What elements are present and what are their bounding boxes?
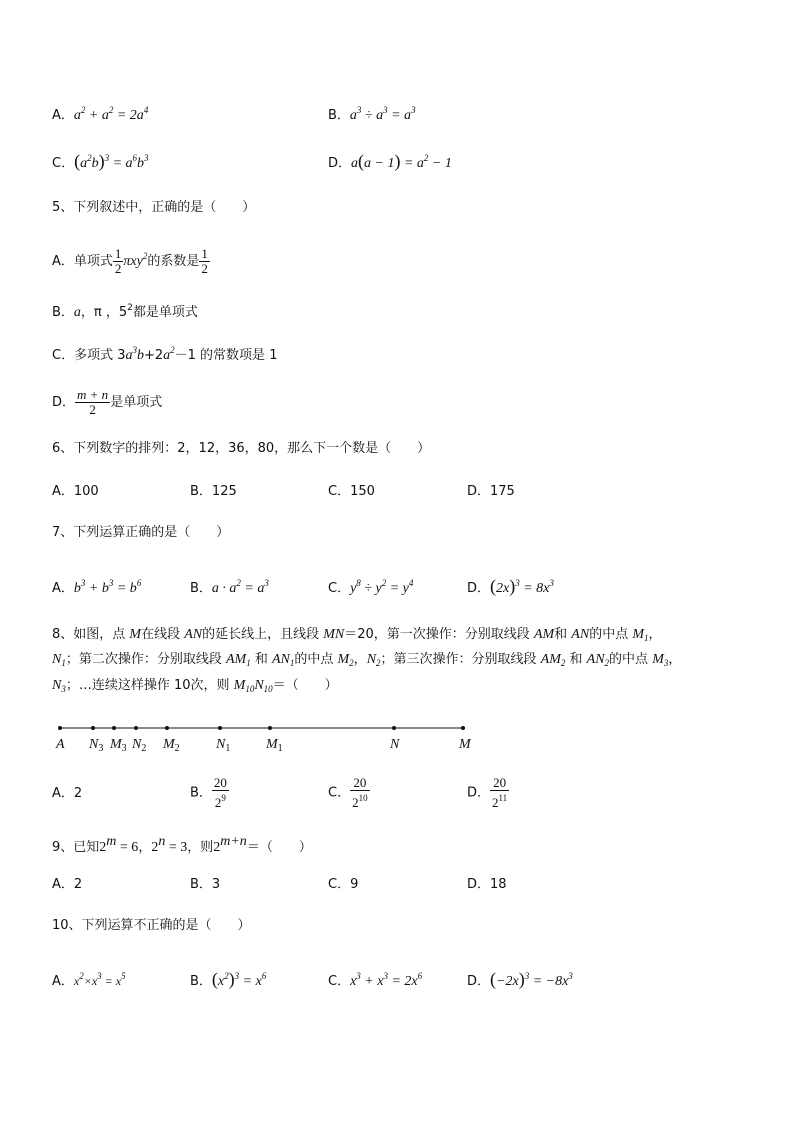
q10-option-b: B．$(x^2)^3 = x^6$ bbox=[190, 969, 267, 989]
figure-point bbox=[134, 726, 138, 730]
figure-point-label: $N_2$ bbox=[132, 737, 147, 754]
q10-stem: 10、下列运算不正确的是（ ） bbox=[52, 918, 251, 933]
q5-option-d: D． $\frac{m + n}{2}$ 是单项式 bbox=[52, 387, 163, 417]
figure-point bbox=[392, 726, 396, 730]
q6-stem: 6、下列数字的排列：2，12，36，80，那么下一个数是（ ） bbox=[52, 441, 431, 456]
q5-option-c: C．多项式 $3a^3b+2a^2-1$ 的常数项是 1 bbox=[52, 345, 278, 363]
figure-point bbox=[268, 726, 272, 730]
q7-option-d: D．$(2x)^3 = 8x^3$ bbox=[467, 576, 554, 596]
q6-option-d: D．175 bbox=[467, 484, 515, 499]
figure-point bbox=[91, 726, 95, 730]
q9-option-c: C．9 bbox=[328, 877, 359, 892]
q8-stem-line1: 8、如图，点 M在线段 AN的延长线上，且线段 MN＝20，第一次操作：分别取线段 AM和 AN的中点 $M_1$， bbox=[52, 627, 662, 643]
q4-option-d: D．$a(a - 1) = a^2 - 1$ bbox=[328, 151, 452, 171]
q10-option-a: A．$x^2\times x^3 = x^5$ bbox=[52, 971, 126, 989]
figure-point bbox=[112, 726, 116, 730]
figure-point-label: $M_1$ bbox=[266, 737, 283, 754]
q4-option-b: B．$a^3 \div a^3 = a^3$ bbox=[328, 105, 416, 123]
q9-stem: 9、已知$2^m = 6$，$2^n = 3$，则$2^{m+n}=$（ ） bbox=[52, 834, 312, 855]
q7-option-b: B．$a \cdot a^2 = a^3$ bbox=[190, 578, 269, 596]
figure-point-label: $M_3$ bbox=[110, 737, 127, 754]
q7-option-c: C．$y^8 \div y^2 = y^4$ bbox=[328, 578, 414, 596]
segment-figure bbox=[52, 718, 492, 758]
q8-stem-line3: $N_3$；…连续这样操作 10次，则 $M_{10}N_{10}=$（ ） bbox=[52, 678, 338, 694]
q5-option-b: B．a，π ，$5^2$都是单项式 bbox=[52, 303, 198, 320]
q9-option-a: A．2 bbox=[52, 877, 83, 892]
q7-option-a: A．$b^3 + b^3 = b^6$ bbox=[52, 578, 142, 596]
q6-option-a: A．100 bbox=[52, 484, 99, 499]
figure-point-label: $N_1$ bbox=[216, 737, 231, 754]
figure-point bbox=[165, 726, 169, 730]
q10-option-c: C．$x^3 + x^3 = 2x^6$ bbox=[328, 971, 423, 989]
q8-option-d: D． $\frac{20}{2^{11}}$ bbox=[467, 775, 508, 810]
q4-option-c: C．$(a^2b)^3 = a^6b^3$ bbox=[52, 151, 149, 171]
q5-option-a: A．单项式 $\frac{1}{2}$ πxy$^2$的系数是 $\frac{1}{2}$ bbox=[52, 246, 208, 276]
q8-option-c: C． $\frac{20}{2^{10}}$ bbox=[328, 775, 368, 810]
figure-point-label: $N_3$ bbox=[89, 737, 104, 754]
figure-point bbox=[218, 726, 222, 730]
q5-stem: 5、下列叙述中，正确的是（ ） bbox=[52, 200, 256, 215]
q9-option-b: B．3 bbox=[190, 877, 221, 892]
q8-option-b: B． $\frac{20}{2^9}$ bbox=[190, 775, 227, 810]
figure-point-label: M bbox=[459, 737, 471, 752]
q8-stem-line2: $N_1$；第二次操作：分别取线段 $AM_1$ 和 $AN_1$的中点 $M_2$，$N_2$；第三次操作：分别取线段 $AM_2$ 和 $AN_2$的中点 $M_3$， bbox=[52, 652, 682, 668]
q8-option-a: A．2 bbox=[52, 786, 83, 801]
q6-option-c: C．150 bbox=[328, 484, 375, 499]
figure-point-label: $M_2$ bbox=[163, 737, 180, 754]
figure-point-label: A bbox=[56, 737, 65, 752]
q7-stem: 7、下列运算正确的是（ ） bbox=[52, 525, 230, 540]
q9-option-d: D．18 bbox=[467, 877, 507, 892]
q6-option-b: B．125 bbox=[190, 484, 237, 499]
figure-point bbox=[58, 726, 62, 730]
figure-point-label: N bbox=[390, 737, 400, 752]
figure-point bbox=[461, 726, 465, 730]
q10-option-d: D．$(-2x)^3 = -8x^3$ bbox=[467, 969, 573, 989]
q4-option-a: A．$a^2 + a^2 = 2a^4$ bbox=[52, 105, 149, 123]
